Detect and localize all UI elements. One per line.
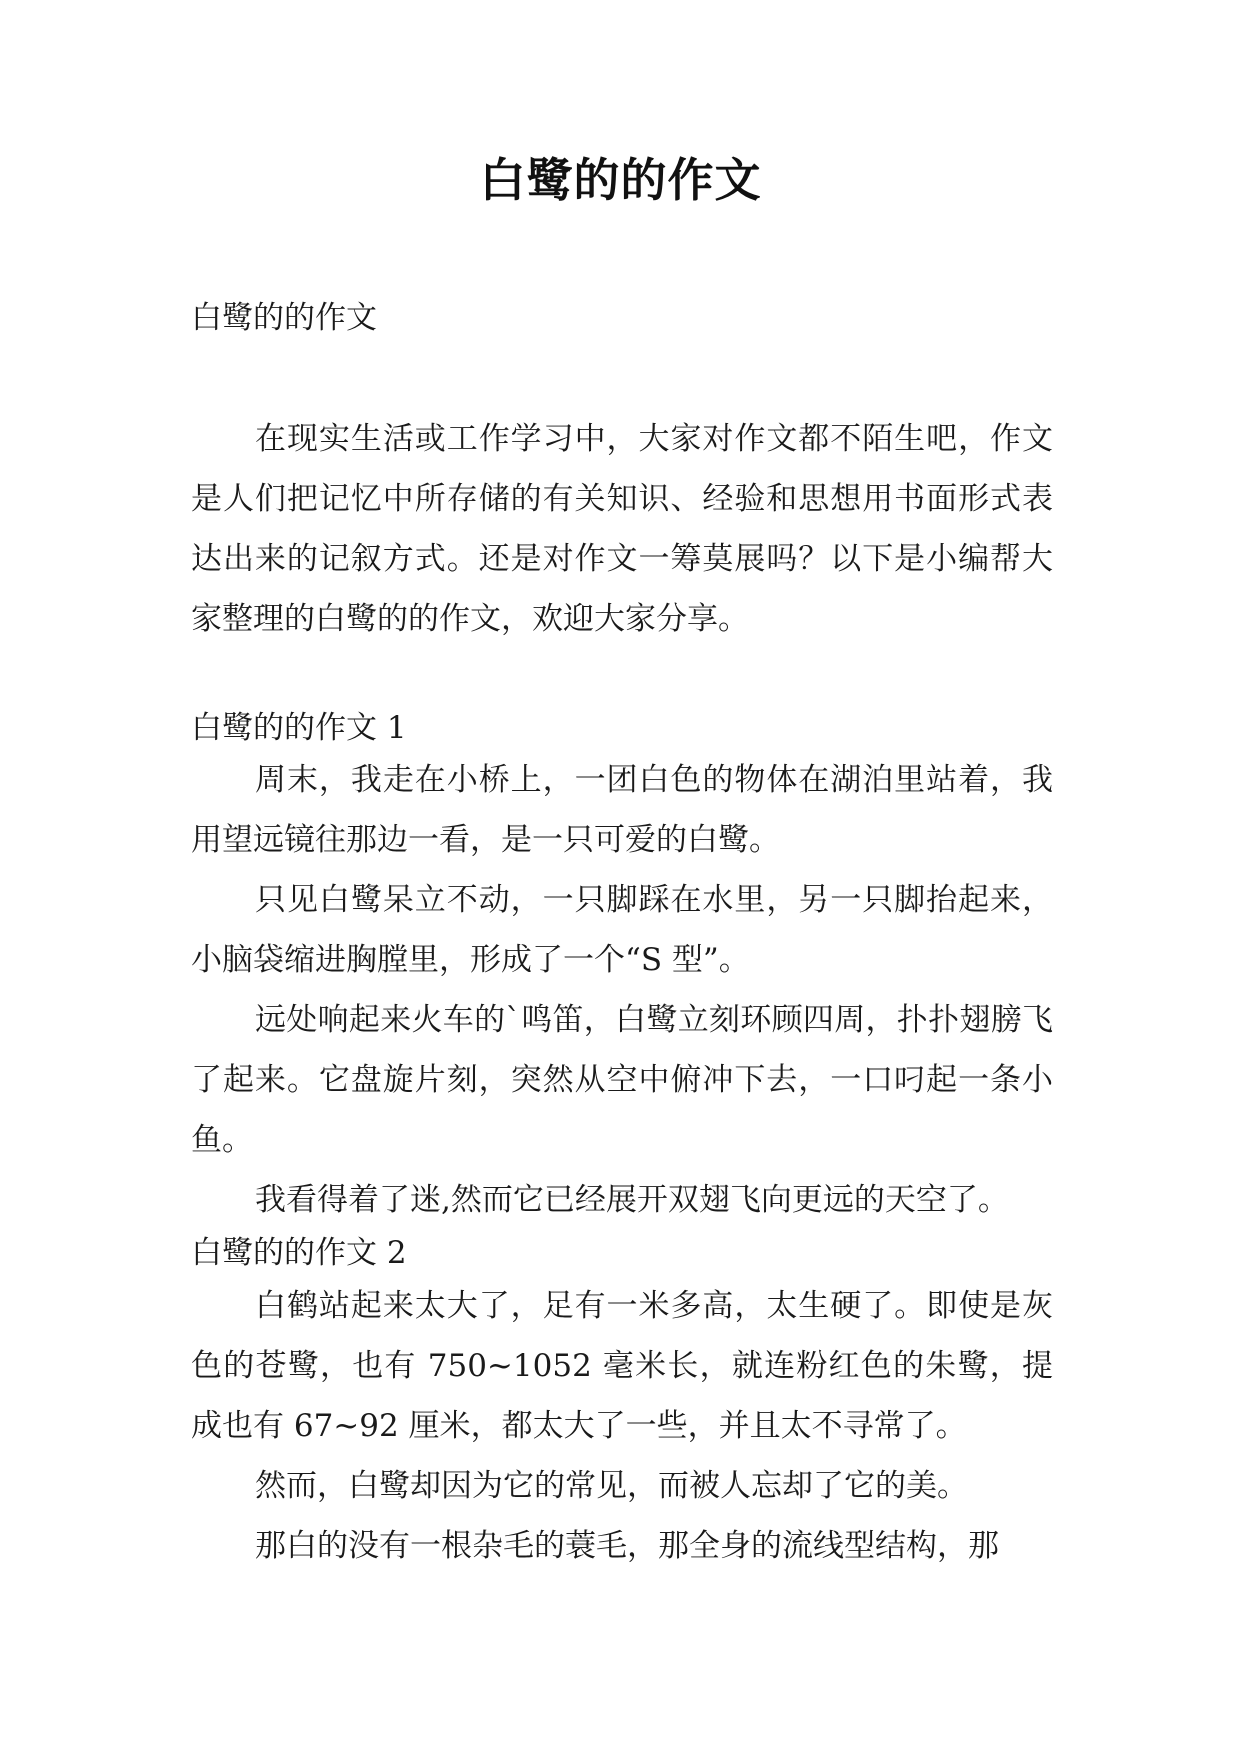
section-1-paragraph-4: 我看得着了迷,然而它已经展开双翅飞向更远的天空了。: [255, 1182, 1009, 1218]
intro-paragraph: 在现实生活或工作学习中，大家对作文都不陌生吧，作文是人们把记忆中所存储的有关知识、经验和思想用书面形式表达出来的记叙方式。还是对作文一筹莫展吗？以下是小编帮大家整理的白鹭的的作文，欢迎大家分享。: [191, 421, 1053, 637]
section-1-paragraph-1: 周末，我走在小桥上，一团白色的物体在湖泊里站着，我用望远镜往那边一看，是一只可爱的白鹭。: [191, 762, 1053, 858]
section-1-paragraph-2: 只见白鹭呆立不动，一只脚踩在水里，另一只脚抬起来，小脑袋缩进胸膛里，形成了一个“S 型”。: [191, 882, 1053, 978]
section-1-body: [191, 750, 1053, 1230]
section-2-body: [191, 1276, 1053, 1576]
section-heading-1: 白鹭的的作文 1: [191, 710, 407, 746]
section-2-paragraph-3: 那白的没有一根杂毛的蓑毛，那全身的流线型结构，那: [255, 1528, 999, 1564]
document-subtitle: 白鹭的的作文: [191, 300, 377, 336]
intro-block: [191, 409, 1053, 649]
section-heading-2: 白鹭的的作文 2: [191, 1235, 407, 1271]
section-2-paragraph-2: 然而，白鹭却因为它的常见，而被人忘却了它的美。: [255, 1468, 968, 1504]
document-title: 白鹭的的作文: [479, 153, 762, 207]
section-1-paragraph-3: 远处响起来火车的`鸣笛，白鹭立刻环顾四周，扑扑翅膀飞了起来。它盘旋片刻，突然从空中俯冲下去，一口叼起一条小鱼。: [191, 1002, 1053, 1158]
section-2-paragraph-1: 白鹤站起来太大了，足有一米多高，太生硬了。即使是灰色的苍鹭，也有 750~1052 毫米长，就连粉红色的朱鹭，提成也有 67~92 厘米，都太大了一些，并且太不寻常了。: [191, 1288, 1053, 1444]
